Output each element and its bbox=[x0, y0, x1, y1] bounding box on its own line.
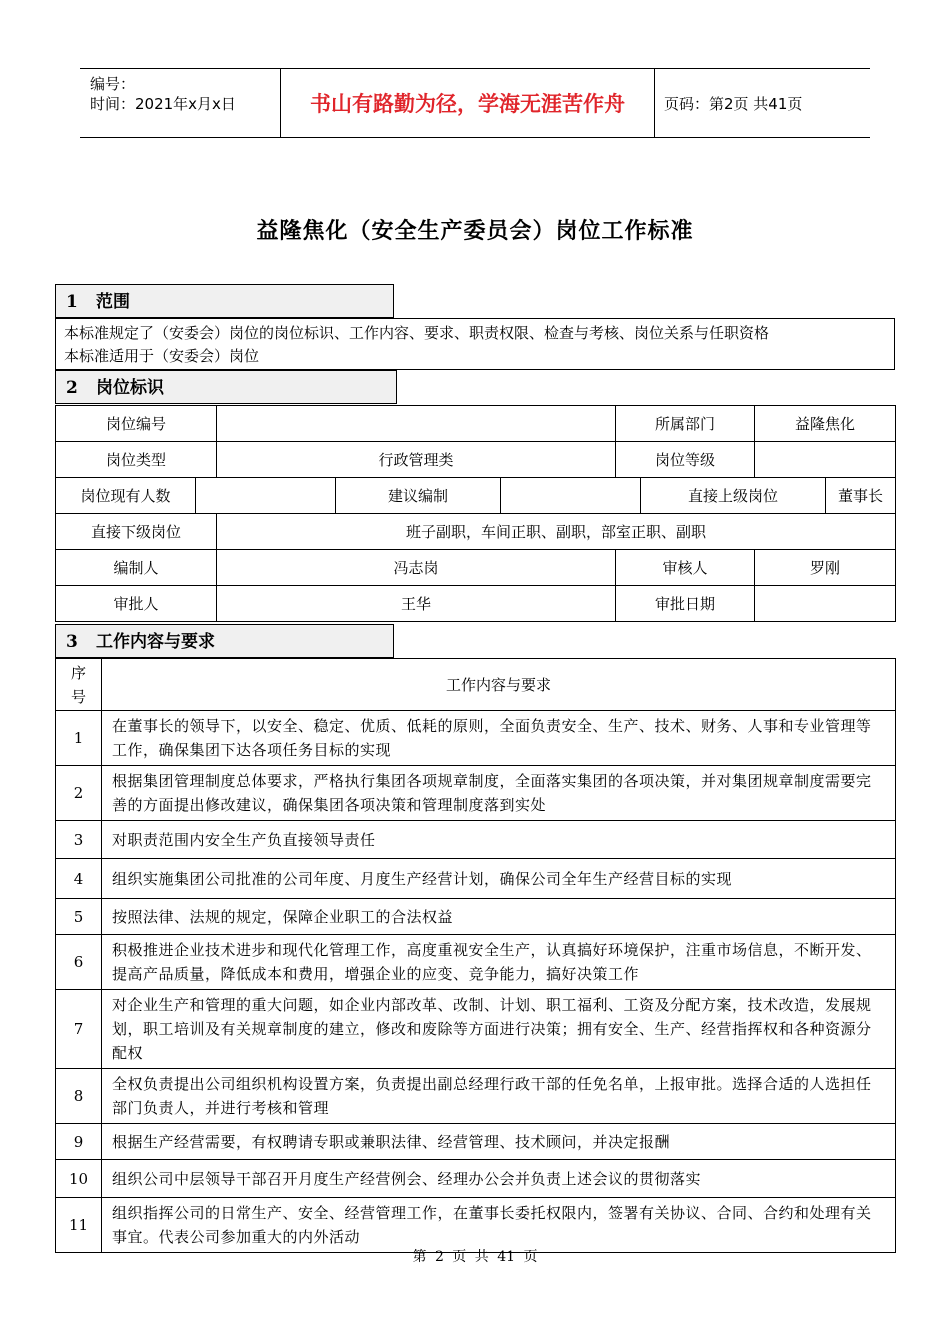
row-content: 全权负责提出公司组织机构设置方案，负责提出副总经理行政干部的任免名单，上报审批。选择合适的人选担任部门负责人，并进行考核和管理 bbox=[102, 1069, 896, 1124]
row-content: 按照法律、法规的规定，保障企业职工的合法权益 bbox=[102, 899, 896, 935]
row-number: 2 bbox=[56, 766, 102, 821]
table-row bbox=[56, 1160, 896, 1198]
approver-value: 王华 bbox=[217, 586, 616, 622]
current-count-value bbox=[196, 478, 336, 514]
suggest-label: 建议编制 bbox=[336, 478, 501, 514]
reviewer-label: 审核人 bbox=[616, 550, 755, 586]
row-number: 5 bbox=[56, 899, 102, 935]
table-header-row bbox=[56, 659, 896, 711]
row-number: 3 bbox=[56, 821, 102, 859]
col-header-content: 工作内容与要求 bbox=[102, 659, 896, 711]
scope-line-2: 本标准适用于（安委会）岗位 bbox=[64, 347, 260, 365]
job-no-label: 岗位编号 bbox=[56, 406, 217, 442]
superior-label: 直接上级岗位 bbox=[641, 478, 826, 514]
section-title: 工作内容与要求 bbox=[96, 632, 215, 652]
section-number: 2 bbox=[66, 378, 78, 398]
header-motto: 书山有路勤为径，学海无涯苦作舟 bbox=[280, 69, 655, 137]
table-row bbox=[56, 1069, 896, 1124]
work-content-table bbox=[55, 658, 896, 1253]
document-title: 益隆焦化（安全生产委员会）岗位工作标准 bbox=[256, 218, 694, 244]
author-value: 冯志岗 bbox=[217, 550, 616, 586]
type-label: 岗位类型 bbox=[56, 442, 217, 478]
table-row bbox=[56, 1124, 896, 1160]
row-number: 7 bbox=[56, 990, 102, 1069]
table-row bbox=[56, 859, 896, 899]
table-row bbox=[56, 899, 896, 935]
job-identification-table bbox=[55, 405, 896, 622]
dept-value: 益隆焦化 bbox=[755, 406, 896, 442]
section-number: 1 bbox=[66, 292, 78, 312]
superior-value: 董事长 bbox=[826, 478, 896, 514]
table-row bbox=[56, 406, 896, 442]
section-heading-identification bbox=[55, 370, 397, 404]
row-content: 对企业生产和管理的重大问题，如企业内部改革、改制、计划、职工福利、工资及分配方案，技术改造，发展规划，职工培训及有关规章制度的建立，修改和废除等方面进行决策；拥有安全、生产、经营指挥权和各种资源分配权 bbox=[102, 990, 896, 1069]
type-value: 行政管理类 bbox=[217, 442, 616, 478]
grade-label: 岗位等级 bbox=[616, 442, 755, 478]
table-row bbox=[56, 935, 896, 990]
author-label: 编制人 bbox=[56, 550, 217, 586]
row-number: 9 bbox=[56, 1124, 102, 1160]
table-row bbox=[56, 990, 896, 1069]
section-number: 3 bbox=[66, 632, 78, 652]
header-meta bbox=[80, 69, 280, 137]
page-header bbox=[80, 68, 870, 138]
row-number: 6 bbox=[56, 935, 102, 990]
row-content: 根据集团管理制度总体要求，严格执行集团各项规章制度，全面落实集团的各项决策，并对集团规章制度需要完善的方面提出修改建议，确保集团各项决策和管理制度落到实处 bbox=[102, 766, 896, 821]
approver-label: 审批人 bbox=[56, 586, 217, 622]
header-page-info: 页码：第2页 共41页 bbox=[664, 94, 803, 113]
table-row bbox=[56, 478, 896, 514]
row-number: 10 bbox=[56, 1160, 102, 1198]
row-number: 11 bbox=[56, 1198, 102, 1253]
table-row bbox=[56, 1198, 896, 1253]
approve-date-label: 审批日期 bbox=[616, 586, 755, 622]
section-title: 岗位标识 bbox=[96, 378, 164, 398]
table-row bbox=[56, 550, 896, 586]
subordinate-value: 班子副职，车间正职、副职，部室正职、副职 bbox=[217, 514, 896, 550]
suggest-value bbox=[501, 478, 641, 514]
col-header-no: 序号 bbox=[56, 659, 102, 711]
row-number: 4 bbox=[56, 859, 102, 899]
dept-label: 所属部门 bbox=[616, 406, 755, 442]
row-content: 积极推进企业技术进步和现代化管理工作，高度重视安全生产，认真搞好环境保护，注重市场信息，不断开发、提高产品质量，降低成本和费用，增强企业的应变、竞争能力，搞好决策工作 bbox=[102, 935, 896, 990]
approve-date-value bbox=[755, 586, 896, 622]
doc-code-label: 编号： bbox=[90, 75, 136, 93]
row-content: 组织公司中层领导干部召开月度生产经营例会、经理办公会并负责上述会议的贯彻落实 bbox=[102, 1160, 896, 1198]
row-content: 在董事长的领导下，以安全、稳定、优质、低耗的原则，全面负责安全、生产、技术、财务、人事和专业管理等工作，确保集团下达各项任务目标的实现 bbox=[102, 711, 896, 766]
table-row bbox=[56, 821, 896, 859]
scope-text-box bbox=[55, 318, 895, 370]
doc-time-label: 时间：2021年x月x日 bbox=[90, 95, 236, 113]
grade-value bbox=[755, 442, 896, 478]
section-heading-work-content bbox=[55, 624, 394, 658]
section-heading-scope bbox=[55, 284, 394, 318]
table-row bbox=[56, 766, 896, 821]
table-row bbox=[56, 442, 896, 478]
row-content: 组织实施集团公司批准的公司年度、月度生产经营计划，确保公司全年生产经营目标的实现 bbox=[102, 859, 896, 899]
row-number: 8 bbox=[56, 1069, 102, 1124]
scope-line-1: 本标准规定了（安委会）岗位的岗位标识、工作内容、要求、职责权限、检查与考核、岗位关系与任职资格 bbox=[64, 324, 770, 342]
section-title: 范围 bbox=[96, 292, 130, 312]
reviewer-value: 罗刚 bbox=[755, 550, 896, 586]
job-no-value bbox=[217, 406, 616, 442]
row-content: 对职责范围内安全生产负直接领导责任 bbox=[102, 821, 896, 859]
row-content: 根据生产经营需要，有权聘请专职或兼职法律、经营管理、技术顾问，并决定报酬 bbox=[102, 1124, 896, 1160]
table-row bbox=[56, 514, 896, 550]
row-content: 组织指挥公司的日常生产、安全、经营管理工作，在董事长委托权限内，签署有关协议、合同、合约和处理有关事宜。代表公司参加重大的内外活动 bbox=[102, 1198, 896, 1253]
current-count-label: 岗位现有人数 bbox=[56, 478, 196, 514]
subordinate-label: 直接下级岗位 bbox=[56, 514, 217, 550]
table-row bbox=[56, 711, 896, 766]
row-number: 1 bbox=[56, 711, 102, 766]
table-row bbox=[56, 586, 896, 622]
page-footer: 第 2 页 共 41 页 bbox=[412, 1249, 538, 1265]
